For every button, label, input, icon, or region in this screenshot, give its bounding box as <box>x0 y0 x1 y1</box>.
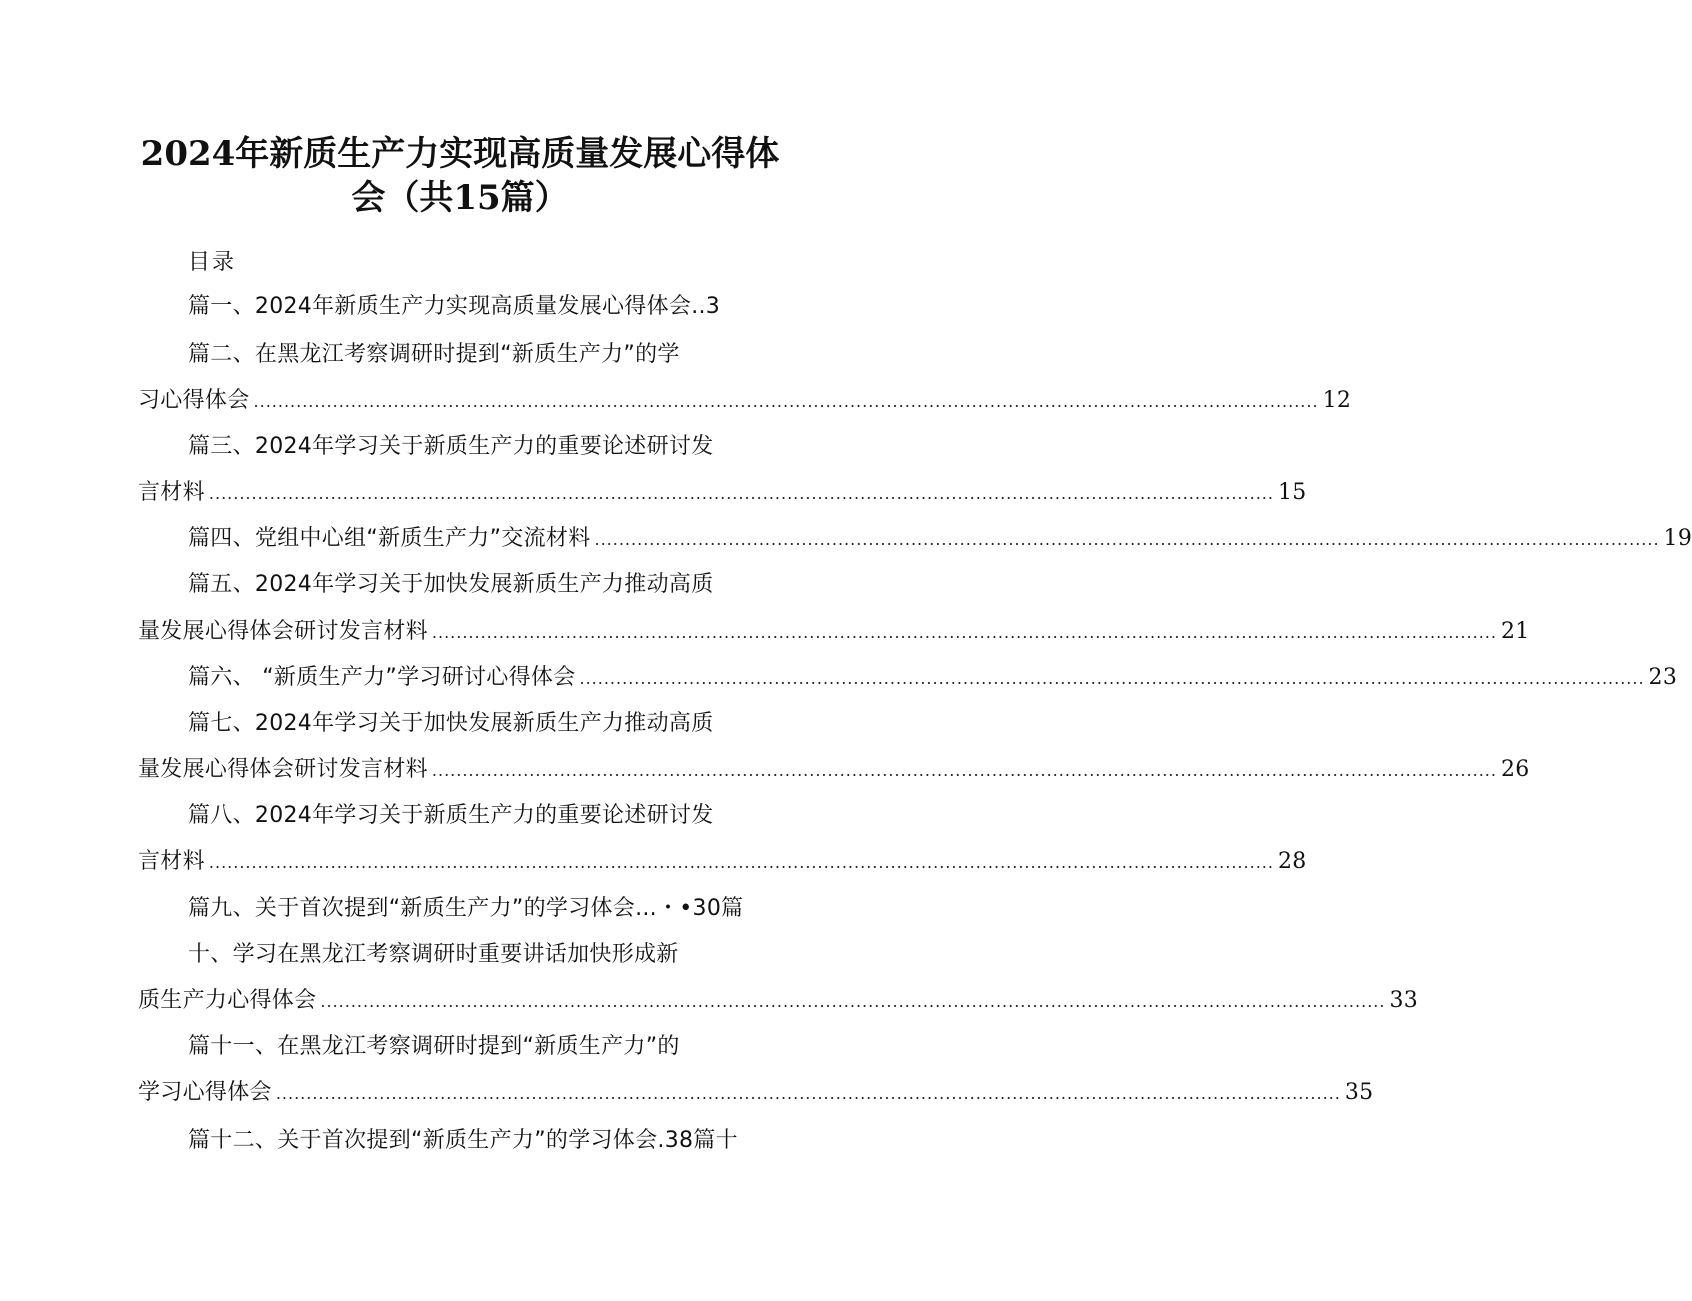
toc-entry-6[interactable] <box>188 663 1678 694</box>
toc-entry-text: 习心得体会 <box>138 388 250 413</box>
dot-leader: ............................................................................................................................................................................... <box>431 761 1497 780</box>
toc-entry-3-line-2[interactable] <box>138 478 1307 509</box>
toc-entry-text: 篇二、在黑龙江考察调研时提到“新质生产力”的学 <box>188 342 680 367</box>
toc-entry-text: 量发展心得体会研讨发言材料 <box>138 757 428 782</box>
toc-entry-7-line-2[interactable] <box>138 755 1530 786</box>
toc-entry-4[interactable] <box>188 524 1692 555</box>
toc-page-number: 35 <box>1344 1080 1374 1105</box>
dot-leader: ............................................................................................................................................................................... <box>253 392 1319 411</box>
toc-page-number: 23 <box>1648 665 1678 690</box>
toc-entry-text: 量发展心得体会研讨发言材料 <box>138 619 428 644</box>
toc-page-number: 26 <box>1500 757 1530 782</box>
toc-entry-5-line-1[interactable] <box>188 570 714 600</box>
toc-entry-text: 篇八、2024年学习关于新质生产力的重要论述研讨发 <box>188 803 714 828</box>
toc-entry-2-line-2[interactable] <box>138 386 1352 417</box>
toc-entry-10-line-2[interactable] <box>138 986 1419 1017</box>
toc-entry-2-line-1[interactable] <box>188 340 680 370</box>
toc-page-number: 33 <box>1389 988 1419 1013</box>
dot-leader: ............................................................................................................................................................................... <box>594 530 1660 549</box>
toc-entry-11-line-2[interactable] <box>138 1078 1374 1109</box>
toc-entry-text: 学习心得体会 <box>138 1080 272 1105</box>
dot-leader: ............................................................................................................................................................................... <box>431 623 1497 642</box>
dot-leader: ............................................................................................................................................................................... <box>208 484 1274 503</box>
document-title-line-2: 会（共15篇） <box>351 178 569 218</box>
toc-entry-8-line-1[interactable] <box>188 801 714 831</box>
toc-entry-text: 篇十二、关于首次提到“新质生产力”的学习体会.38篇十 <box>188 1128 738 1153</box>
toc-entry-text: 篇五、2024年学习关于加快发展新质生产力推动高质 <box>188 572 714 597</box>
document-title-line-1: 2024年新质生产力实现高质量发展心得体 <box>140 134 780 174</box>
toc-entry-3-line-1[interactable] <box>188 432 714 462</box>
dot-leader: ............................................................................................................................................................................... <box>579 669 1645 688</box>
toc-entry-text: 篇一、2024年新质生产力实现高质量发展心得体会..3 <box>188 294 721 319</box>
toc-page-number: 12 <box>1322 388 1352 413</box>
dot-leader: ............................................................................................................................................................................... <box>208 853 1274 872</box>
toc-entry-text: 篇十一、在黑龙江考察调研时提到“新质生产力”的 <box>188 1034 680 1059</box>
toc-page-number: 28 <box>1277 849 1307 874</box>
toc-entry-text: 篇七、2024年学习关于加快发展新质生产力推动高质 <box>188 711 714 736</box>
toc-entry-text: 篇四、党组中心组“新质生产力”交流材料 <box>188 526 591 551</box>
toc-entry-text: 言材料 <box>138 480 205 505</box>
toc-entry-5-line-2[interactable] <box>138 617 1530 648</box>
dot-leader: ............................................................................................................................................................................... <box>320 992 1386 1011</box>
toc-entry-10-line-1[interactable] <box>188 940 679 970</box>
toc-entry-12[interactable] <box>188 1126 738 1156</box>
dot-leader: ............................................................................................................................................................................... <box>275 1084 1341 1103</box>
toc-entry-8-line-2[interactable] <box>138 847 1307 878</box>
toc-page-number: 19 <box>1663 526 1692 551</box>
toc-entry-text: 言材料 <box>138 849 205 874</box>
toc-page-number: 21 <box>1500 619 1530 644</box>
toc-entry-7-line-1[interactable] <box>188 709 714 739</box>
toc-heading: 目录 <box>188 250 237 275</box>
toc-entry-text: 篇六、 “新质生产力”学习研讨心得体会 <box>188 665 576 690</box>
toc-entry-text: 篇三、2024年学习关于新质生产力的重要论述研讨发 <box>188 434 714 459</box>
toc-page-number: 15 <box>1277 480 1307 505</box>
toc-entry-11-line-1[interactable] <box>188 1032 680 1062</box>
toc-entry-text: 篇九、关于首次提到“新质生产力”的学习体会...・•30篇 <box>188 896 744 921</box>
toc-entry-1[interactable] <box>188 292 720 322</box>
toc-entry-text: 质生产力心得体会 <box>138 988 317 1013</box>
toc-entry-9[interactable] <box>188 894 743 924</box>
toc-entry-text: 十、学习在黑龙江考察调研时重要讲话加快形成新 <box>188 942 679 967</box>
